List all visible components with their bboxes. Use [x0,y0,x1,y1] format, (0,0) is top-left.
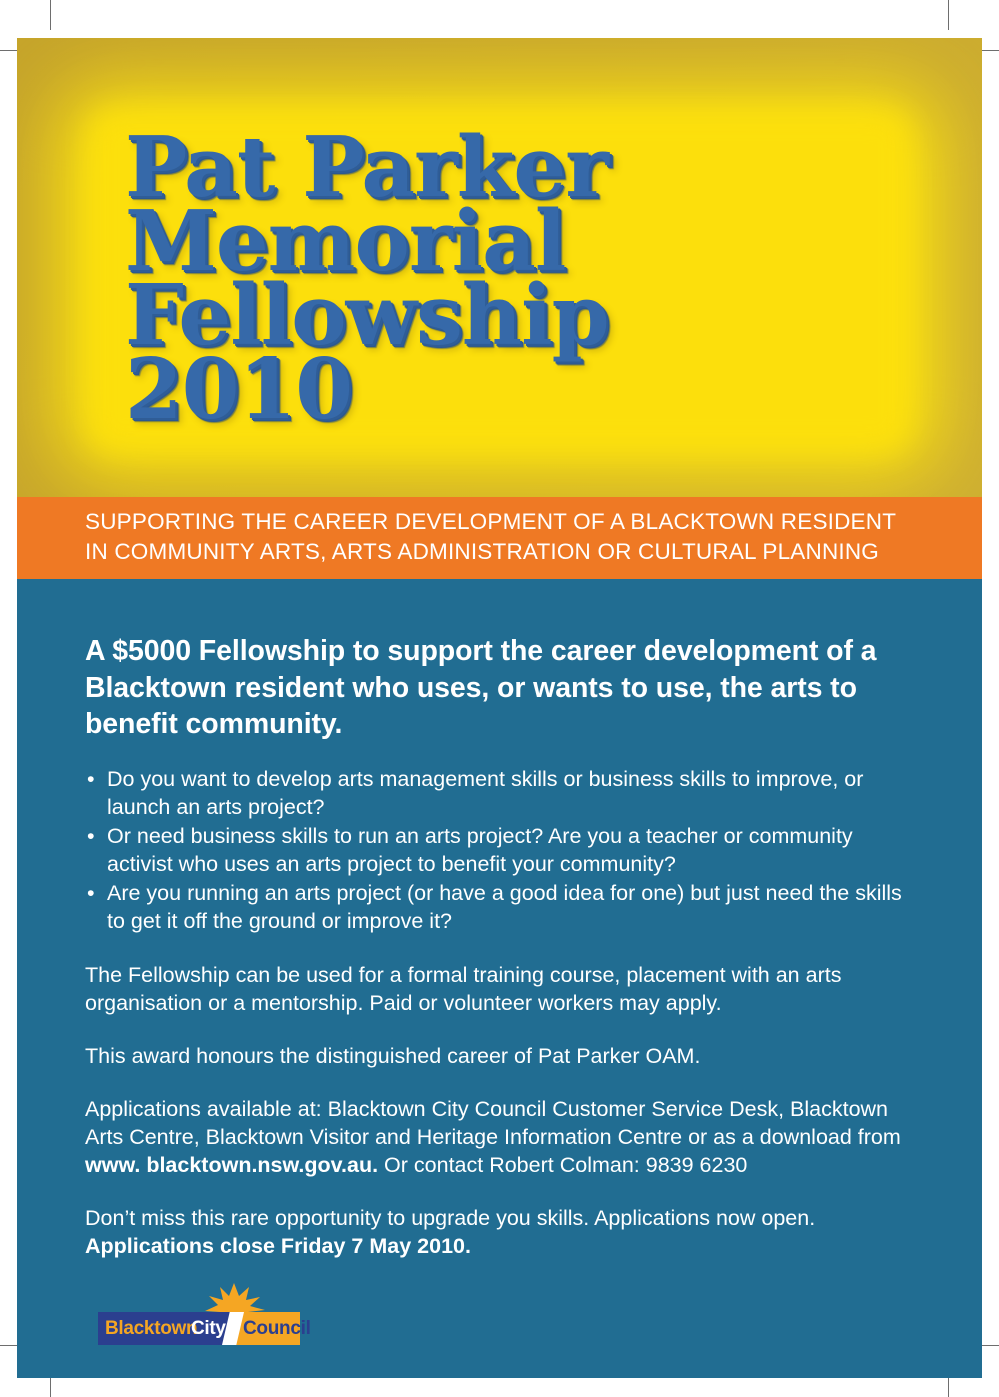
strapline-line-1: SUPPORTING THE CAREER DEVELOPMENT OF A BLACKTOWN RESIDENT [85,509,897,534]
blacktown-city-council-logo [85,1283,311,1351]
paragraph-applications-available [85,1095,920,1179]
logo-word-blacktown: Blacktown [105,1318,198,1339]
opportunity-text: Don’t miss this rare opportunity to upgrade you skills. Applications now open. [85,1205,816,1230]
header-block [17,38,982,497]
bullet-icon: • [87,823,95,848]
poster-title [125,118,905,438]
list-item [85,879,920,935]
list-item-label: Do you want to develop arts management skills or business skills to improve, or launch an arts project? [107,766,864,819]
title-line-1: Pat Parker [125,118,608,216]
strapline-text [85,507,965,567]
contact-text: Or contact Robert Colman: 9839 6230 [378,1152,748,1177]
applications-close-text: Applications close Friday 7 May 2010. [85,1233,471,1258]
body-block [17,579,982,1378]
list-item [85,822,920,878]
crop-mark-top-right-vertical [948,0,949,30]
applications-available-text: Applications available at: Blacktown City Council Customer Service Desk, Blacktown Arts Centre, Blacktown Visitor and Heritage Information Centre or as a download from [85,1096,901,1149]
crop-mark-top-left-vertical [50,0,51,30]
paragraph-award-honours: This award honours the distinguished career of Pat Parker OAM. [85,1043,701,1068]
bullet-icon: • [87,880,95,905]
poster [17,38,982,1378]
list-item-label: Are you running an arts project (or have a good idea for one) but just need the skills to get it off the ground or improve it? [107,880,902,933]
strapline-line-2: IN COMMUNITY ARTS, ARTS ADMINISTRATION OR CULTURAL PLANNING [85,539,879,564]
paragraph-closing-date [85,1204,920,1260]
list-item-label: Or need business skills to run an arts project? Are you a teacher or community activist who uses an arts project to benefit your community? [107,823,853,876]
strapline-band [17,497,982,579]
content-column [85,633,920,1285]
bullet-icon: • [87,766,95,791]
title-line-3: Fellowship [125,266,609,364]
logo-word-city: City [191,1318,226,1339]
logo-word-council: Council [243,1318,311,1339]
website-url[interactable]: www. blacktown.nsw.gov.au. [85,1152,379,1177]
lead-paragraph: A $5000 Fellowship to support the career development of a Blacktown resident who uses, or wants to use, the arts to benefit community. [85,635,877,740]
paragraph-fellowship-use: The Fellowship can be used for a formal training course, placement with an arts organisation or a mentorship. Paid or volunteer workers may apply. [85,962,842,1015]
title-line-4: 2010 [125,340,353,438]
list-item [85,765,920,821]
title-line-2: Memorial [125,192,566,290]
benefit-question-list [85,765,920,935]
